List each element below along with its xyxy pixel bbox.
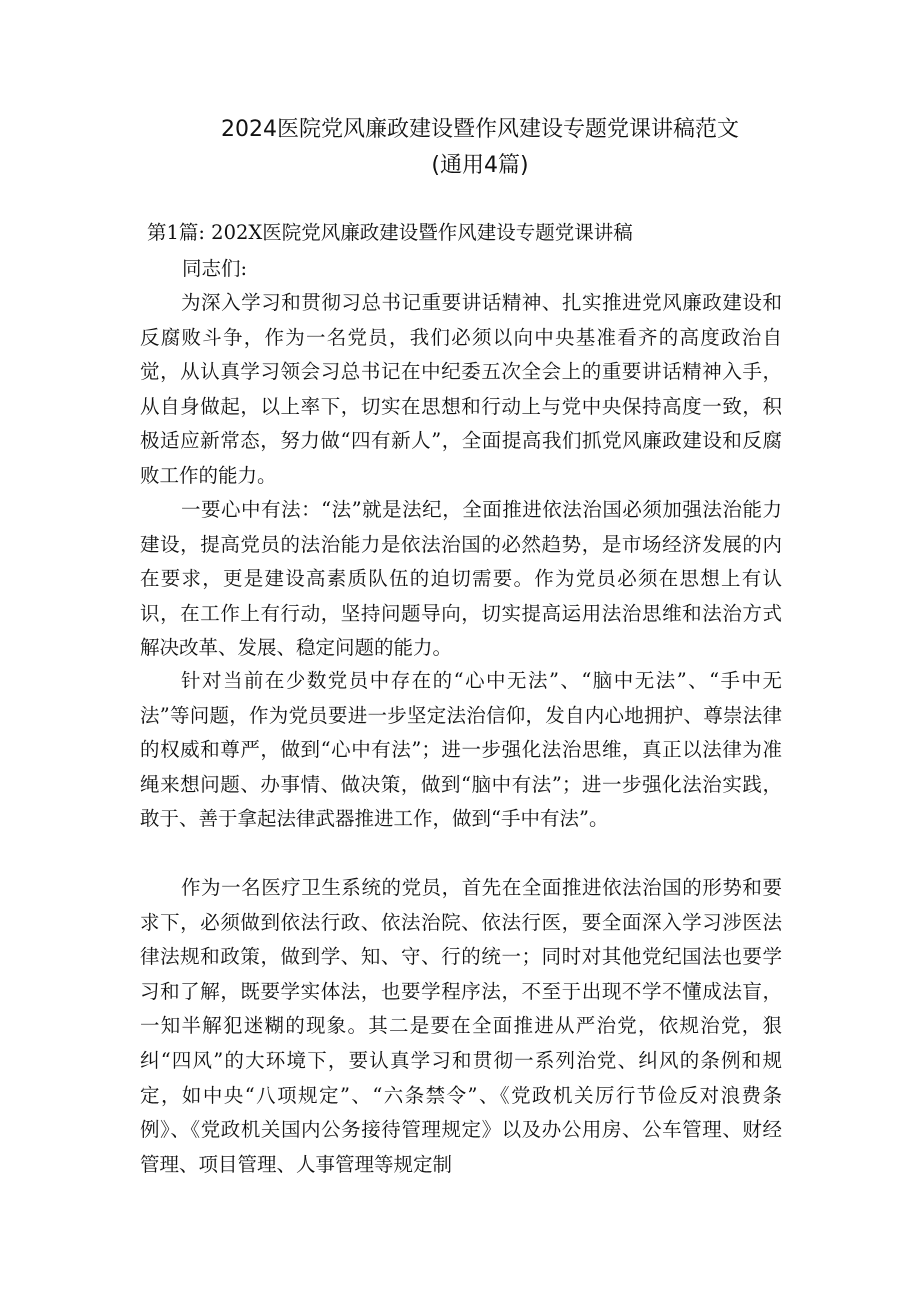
section-heading: 第1篇: 202X医院党风廉政建设暨作风建设专题党课讲稿 (147, 221, 633, 244)
document-title-line-1: 2024医院党风廉政建设暨作风建设专题党课讲稿范文 (221, 117, 739, 142)
paragraph-4: 作为一名医疗卫生系统的党员，首先在全面推进依法治国的形势和要求下，必须做到依法行政、依法治院、依法行医，要全面深入学习涉医法律法规和政策，做到学、知、守、行的统一；同时对其他党纪国法也要学习和了解，既要学实体法，也要学程序法，不至于出现不学不懂成法盲，一知半解犯迷糊的现象。其二是要在全面推进从严治党，依规治党，狠纠“四风”的大环境下，要认真学习和贯彻一系列治党、纠风的条例和规定，如中央“八项规定”、“六条禁令”、《党政机关厉行节俭反对浪费条例》、《党政机关国内公务接待管理规定》以及办公用房、公车管理、财经管理、项目管理、人事管理等规定制 (140, 876, 782, 1176)
paragraph-3: 针对当前在少数党员中存在的“心中无法”、“脑中无法”、“手中无法”等问题，作为党员要进一步坚定法治信仰，发自内心地拥护、尊崇法律的权威和尊严，做到“心中有法”；进一步强化法治思维，真正以法律为准绳来想问题、办事情、做决策，做到“脑中有法”；进一步强化法治实践，敢于、善于拿起法律武器推进工作，做到“手中有法”。 (140, 669, 782, 831)
document-title-line-2: (通用4篇) (431, 153, 529, 178)
paragraph-2: 一要心中有法：“法”就是法纪，全面推进依法治国必须加强法治能力建设，提高党员的法治能力是依法治国的必然趋势，是市场经济发展的内在要求，更是建设高素质队伍的迫切需要。作为党员必须在思想上有认识，在工作上有行动，坚持问题导向，切实提高运用法治思维和法治方式解决改革、发展、稳定问题的能力。 (140, 498, 782, 660)
paragraph-1: 为深入学习和贯彻习总书记重要讲话精神、扎实推进党风廉政建设和反腐败斗争，作为一名党员，我们必须以向中央基准看齐的高度政治自觉，从认真学习领会习总书记在中纪委五次全会上的重要讲话精神入手，从自身做起，以上率下，切实在思想和行动上与党中央保持高度一致，积极适应新常态，努力做“四有新人”，全面提高我们抓党风廉政建设和反腐败工作的能力。 (140, 291, 782, 487)
salutation: 同志们: (182, 257, 248, 280)
